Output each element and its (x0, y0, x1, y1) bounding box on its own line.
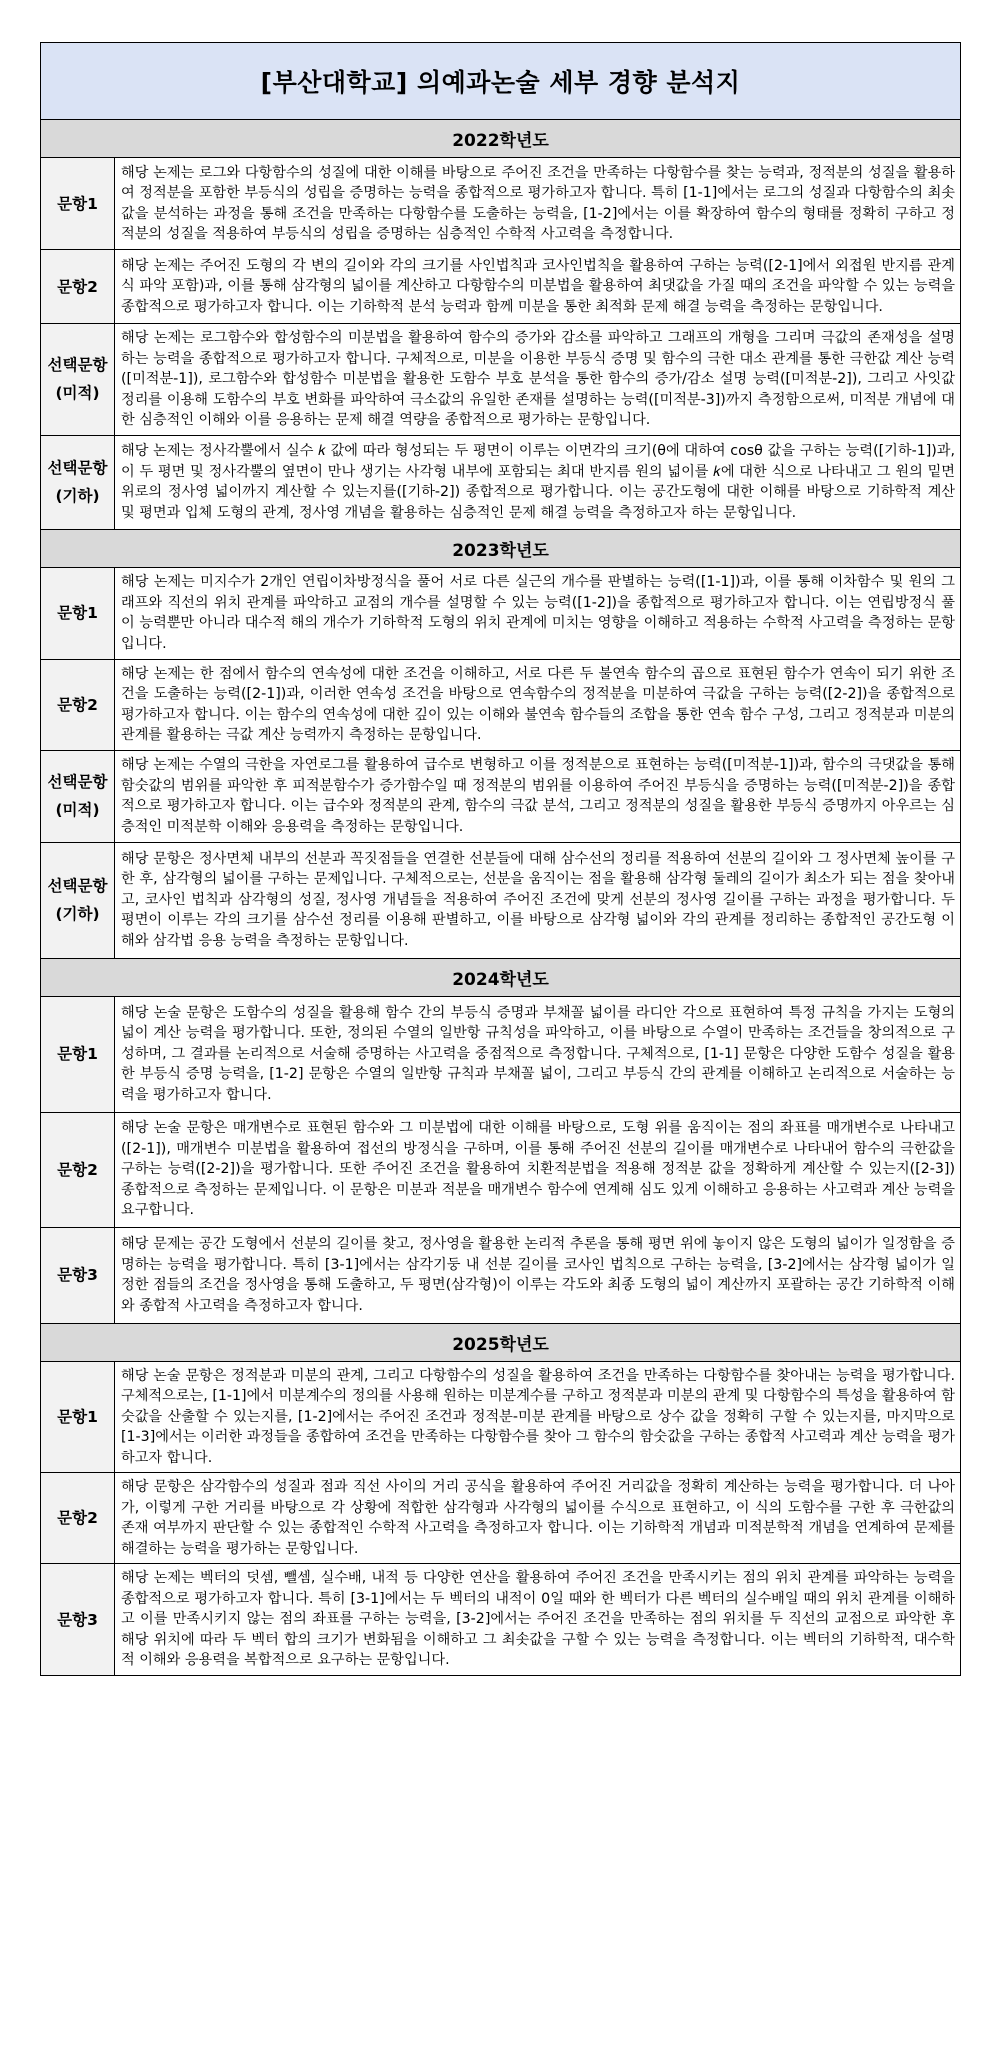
year-row (41, 958, 961, 996)
question-row (41, 1473, 961, 1564)
year-header: 2025학년도 (41, 1323, 961, 1361)
question-description: 해당 문제는 공간 도형에서 선분의 길이를 찾고, 정사영을 활용한 논리적 추론을 통해 평면 위에 놓이지 않은 도형의 넓이가 일정함을 증명하는 능력을 평가합니다. 특히 [3-1]에서는 삼각기둥 내 선분 길이를 코사인 법칙으로 구하는 능력을, [3-2]에서는 삼각형 넓이가 일정한 점들의 조건을 정사영을 통해 도출하고, 두 평면(삼각형)이 이루는 각도와 최종 도형의 넓이 계산까지 포괄하는 공간 기하학적 이해와 종합적 사고력을 측정하고자 합니다. (115, 1227, 961, 1323)
question-label: 선택문항 (기하) (41, 435, 115, 529)
question-row (41, 1112, 961, 1227)
year-header: 2024학년도 (41, 958, 961, 996)
question-row (41, 324, 961, 436)
page-title: [부산대학교] 의예과논술 세부 경향 분석지 (41, 43, 961, 120)
question-label: 문항3 (41, 1227, 115, 1323)
question-label: 문항1 (41, 996, 115, 1112)
question-description: 해당 논제는 로그와 다항함수의 성질에 대한 이해를 바탕으로 주어진 조건을 만족하는 다항함수를 찾는 능력과, 정적분의 성질을 활용하여 정적분을 포함한 부등식의 성립을 증명하는 능력을 종합적으로 평가하고자 합니다. 특히 [1-1]에서는 로그의 성질과 다항함수의 최솟값을 분석하는 과정을 통해 조건을 만족하는 다항함수를 도출하는 능력을, [1-2]에서는 이를 확장하여 함수의 형태를 정확히 구하고 정적분의 성질을 적용하여 부등식의 성립을 증명하는 심층적인 수학적 사고력을 측정합니다. (115, 158, 961, 250)
question-description: 해당 문항은 정사면체 내부의 선분과 꼭짓점들을 연결한 선분들에 대해 삼수선의 정리를 적용하여 선분의 길이와 그 정사면체 높이를 구한 후, 삼각형의 넓이를 구하는 문제입니다. 구체적으로는, 선분을 움직이는 점을 활용해 삼각형 둘레의 길이가 최소가 되는 점을 찾아내고, 코사인 법칙과 삼각형의 성질, 정사영 개념들을 적용하여 주어진 조건에 맞게 선분의 정사영 길이를 구하는 과정을 평가합니다. 두 평면이 이루는 각의 크기를 삼수선 정리를 이용해 판별하고, 이를 바탕으로 삼각형 넓이와 각의 관계를 정리하는 종합적인 공간도형 이해와 삼각법 응용 능력을 측정하는 문항입니다. (115, 842, 961, 958)
question-row (41, 1361, 961, 1473)
year-row (41, 120, 961, 158)
question-description: 해당 논제는 주어진 도형의 각 변의 길이와 각의 크기를 사인법칙과 코사인법칙을 활용하여 구하는 능력([2-1]에서 외접원 반지름 관계식 파악 포함)과, 이를 통해 삼각형의 넓이를 계산하고 다항함수의 미분법을 활용하여 최댓값을 가질 때의 조건을 파악할 수 있는 능력을 종합적으로 평가하고자 합니다. 이는 기하학적 분석 능력과 함께 미분을 통한 최적화 문제 해결 능력을 측정하는 문항입니다. (115, 250, 961, 324)
question-description: 해당 문항은 삼각함수의 성질과 점과 직선 사이의 거리 공식을 활용하여 주어진 거리값을 정확히 계산하는 능력을 평가합니다. 더 나아가, 이렇게 구한 거리를 바탕으로 각 상황에 적합한 삼각형과 사각형의 넓이를 수식으로 표현하고, 이 식의 도함수를 구한 후 극한값의 존재 여부까지 판단할 수 있는 종합적인 수학적 사고력을 측정하고자 합니다. 이는 기하학적 개념과 미적분학적 개념을 연계하여 문제를 해결하는 능력을 평가하는 문항입니다. (115, 1473, 961, 1564)
question-row (41, 1227, 961, 1323)
question-label: 선택문항 (미적) (41, 324, 115, 436)
question-row (41, 435, 961, 529)
question-label: 문항1 (41, 158, 115, 250)
question-row (41, 250, 961, 324)
title-row (41, 43, 961, 120)
analysis-table (40, 42, 961, 1676)
year-row (41, 1323, 961, 1361)
question-row (41, 659, 961, 750)
question-label: 선택문항 (미적) (41, 750, 115, 842)
question-label: 문항1 (41, 1361, 115, 1473)
question-label: 문항2 (41, 1112, 115, 1227)
question-label: 문항2 (41, 250, 115, 324)
question-row (41, 842, 961, 958)
question-label: 선택문항 (기하) (41, 842, 115, 958)
question-label: 문항3 (41, 1564, 115, 1676)
question-description: 해당 논술 문항은 도함수의 성질을 활용해 함수 간의 부등식 증명과 부채꼴 넓이를 라디안 각으로 표현하여 특정 규칙을 가지는 도형의 넓이 계산 능력을 평가합니다. 또한, 정의된 수열의 일반항 규칙성을 파악하고, 이를 바탕으로 수열이 만족하는 조건들을 창의적으로 구성하며, 그 결과를 논리적으로 서술해 증명하는 사고력을 중점적으로 측정합니다. 구체적으로, [1-1] 문항은 다양한 도함수 성질을 활용한 부등식 증명 능력을, [1-2] 문항은 수열의 일반항 규칙과 부채꼴 넓이, 그리고 부등식 간의 관계를 이해하고 논리적으로 서술하는 능력을 평가하고자 합니다. (115, 996, 961, 1112)
year-header: 2022학년도 (41, 120, 961, 158)
question-description: 해당 논제는 벡터의 덧셈, 뺄셈, 실수배, 내적 등 다양한 연산을 활용하여 주어진 조건을 만족시키는 점의 위치 관계를 파악하는 능력을 종합적으로 평가하고자 합니다. 특히 [3-1]에서는 두 벡터의 내적이 0일 때와 한 벡터가 다른 벡터의 실수배일 때의 위치 관계를 이해하고 이를 만족시키지 않는 점의 좌표를 구하는 능력을, [3-2]에서는 주어진 조건을 만족하는 점의 위치를 두 직선의 교점으로 파악한 후 해당 위치에 따라 두 벡터 합의 크기가 변화됨을 이해하고 그 최솟값을 구할 수 있는 능력을 측정합니다. 이는 벡터의 기하학적, 대수학적 이해와 응용력을 복합적으로 요구하는 문항입니다. (115, 1564, 961, 1676)
question-description: 해당 논제는 한 점에서 함수의 연속성에 대한 조건을 이해하고, 서로 다른 두 불연속 함수의 곱으로 표현된 함수가 연속이 되기 위한 조건을 도출하는 능력([2-1])과, 이러한 연속성 조건을 바탕으로 연속함수의 정적분을 미분하여 극값을 구하는 능력([2-2])을 종합적으로 평가하고자 합니다. 이는 함수의 연속성에 대한 깊이 있는 이해와 불연속 함수들의 조합을 통한 연속 함수 구성, 그리고 정적분과 미분의 관계를 활용하는 극값 계산 능력까지 측정하는 문항입니다. (115, 659, 961, 750)
question-description: 해당 논제는 정사각뿔에서 실수 𝑘 값에 따라 형성되는 두 평면이 이루는 이면각의 크기(θ에 대하여 cosθ 값을 구하는 능력([기하-1])과, 이 두 평면 및 정사각뿔의 옆면이 만나 생기는 사각형 내부에 포함되는 최대 반지름 원의 넓이를 𝑘에 대한 식으로 나타내고 그 원의 밑면 위로의 정사영 넓이까지 계산할 수 있는지를([기하-2]) 종합적으로 평가합니다. 이는 공간도형에 대한 이해를 바탕으로 기하학적 계산 및 평면과 입체 도형의 관계, 정사영 개념을 활용하는 심층적인 문제 해결 능력을 측정하고자 하는 문항입니다. (115, 435, 961, 529)
question-description: 해당 논술 문항은 정적분과 미분의 관계, 그리고 다항함수의 성질을 활용하여 조건을 만족하는 다항함수를 찾아내는 능력을 평가합니다. 구체적으로는, [1-1]에서 미분계수의 정의를 사용해 원하는 미분계수를 구하고 정적분과 미분의 관계 및 다항함수의 특성을 활용하여 함숫값을 산출할 수 있는지를, [1-2]에서는 주어진 조건과 정적분-미분 관계를 바탕으로 상수 값을 정확히 구할 수 있는지를, 마지막으로 [1-3]에서는 이러한 과정들을 종합하여 조건을 만족하는 다항함수를 찾아 그 함수의 함숫값을 구하는 종합적 사고력과 계산 능력을 평가하고자 합니다. (115, 1361, 961, 1473)
question-row (41, 567, 961, 659)
question-description: 해당 논제는 미지수가 2개인 연립이차방정식을 풀어 서로 다른 실근의 개수를 판별하는 능력([1-1])과, 이를 통해 이차함수 및 원의 그래프와 직선의 위치 관계를 파악하고 교점의 개수를 설명할 수 있는 능력([1-2])을 종합적으로 평가하고자 합니다. 이는 연립방정식 풀이 능력뿐만 아니라 대수적 해의 개수가 기하학적 도형의 위치 관계에 미치는 영향을 이해하고 적용하는 수학적 사고력을 측정하는 문항입니다. (115, 567, 961, 659)
question-row (41, 996, 961, 1112)
question-row (41, 1564, 961, 1676)
analysis-sheet (40, 42, 960, 1676)
question-row (41, 158, 961, 250)
year-header: 2023학년도 (41, 529, 961, 567)
question-description: 해당 논제는 로그함수와 합성함수의 미분법을 활용하여 함수의 증가와 감소를 파악하고 그래프의 개형을 그리며 극값의 존재성을 설명하는 능력을 종합적으로 평가하고자 합니다. 구체적으로, 미분을 이용한 부등식 증명 및 함수의 극한 대소 관계를 통한 극한값 계산 능력([미적분-1]), 로그함수와 합성함수 미분법을 활용한 도함수 부호 분석을 통한 함수의 증가/감소 설명 능력([미적분-2]), 그리고 사잇값 정리를 이용해 도함수의 부호 변화를 파악하여 극소값의 유일한 존재를 설명하는 능력([미적분-3])까지 측정함으로써, 미적분 개념에 대한 심층적인 이해와 이를 응용하는 문제 해결 역량을 종합적으로 평가하는 문항입니다. (115, 324, 961, 436)
question-description: 해당 논술 문항은 매개변수로 표현된 함수와 그 미분법에 대한 이해를 바탕으로, 도형 위를 움직이는 점의 좌표를 매개변수로 나타내고([2-1]), 매개변수 미분법을 활용하여 접선의 방정식을 구하며, 이를 통해 주어진 선분의 길이를 매개변수로 나타내어 함수의 극한값을 구하는 능력([2-2])을 평가합니다. 또한 주어진 조건을 활용하여 치환적분법을 적용해 정적분 값을 정확하게 계산할 수 있는지([2-3]) 종합적으로 측정하는 문제입니다. 이 문항은 미분과 적분을 매개변수 함수에 연계해 심도 있게 이해하고 응용하는 사고력과 계산 능력을 요구합니다. (115, 1112, 961, 1227)
question-row (41, 750, 961, 842)
question-label: 문항2 (41, 659, 115, 750)
question-label: 문항1 (41, 567, 115, 659)
question-description: 해당 논제는 수열의 극한을 자연로그를 활용하여 급수로 변형하고 이를 정적분으로 표현하는 능력([미적분-1])과, 함수의 극댓값을 통해 함숫값의 범위를 파악한 후 피적분함수가 증가함수일 때 정적분의 범위를 이용하여 주어진 부등식을 증명하는 능력([미적분-2])을 종합적으로 평가하고자 합니다. 이는 급수와 정적분의 관계, 함수의 극값 분석, 그리고 정적분의 성질을 활용한 부등식 증명까지 아우르는 심층적인 미적분학 이해와 응용력을 측정하는 문항입니다. (115, 750, 961, 842)
year-row (41, 529, 961, 567)
question-label: 문항2 (41, 1473, 115, 1564)
